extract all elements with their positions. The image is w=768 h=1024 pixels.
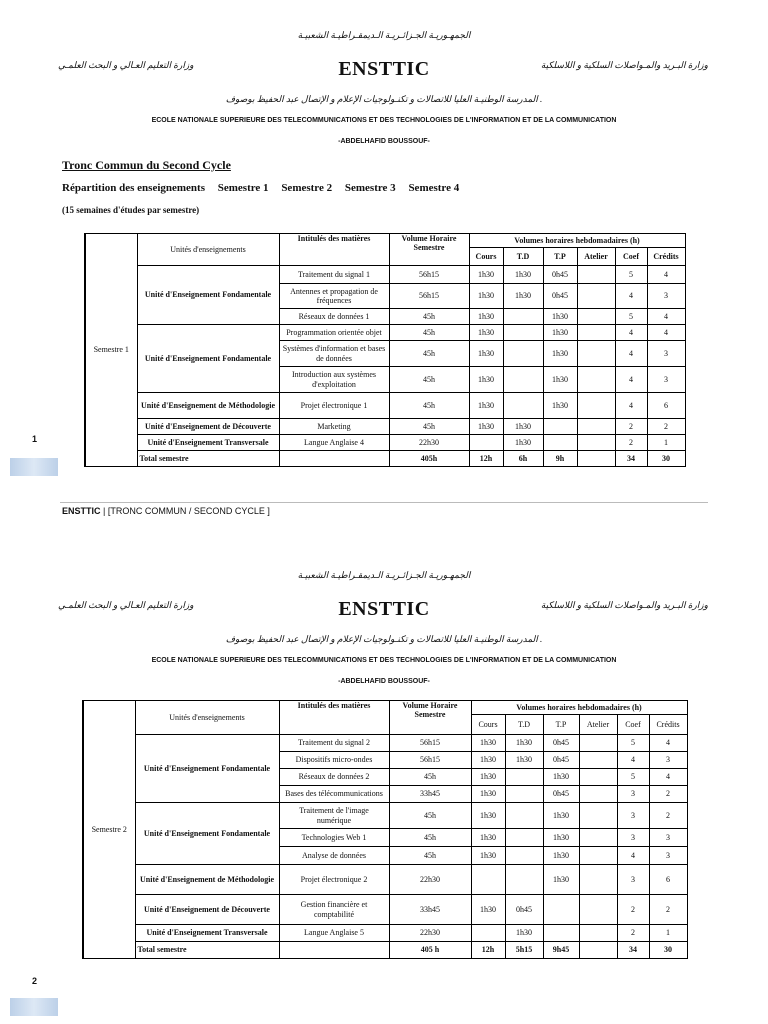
page-decoration: [10, 458, 58, 476]
semester-label: Semestre 2: [83, 701, 135, 959]
footer-text: | [TRONC COMMUN / SECOND CYCLE ]: [100, 506, 270, 516]
cell-credits: 4: [647, 309, 685, 325]
cell-atelier: [579, 847, 617, 865]
cell-td: [505, 829, 543, 847]
cell-coef: 4: [615, 393, 647, 419]
cell-credits: 3: [649, 829, 687, 847]
semester-link-2[interactable]: Semestre 2: [281, 182, 333, 194]
header-unites: Unités d'enseignements: [135, 701, 279, 735]
header-intitules: Intitulés des matières: [279, 701, 389, 735]
page-footer: [62, 506, 270, 516]
repartition-line: [62, 182, 469, 194]
semester-link-4[interactable]: Semestre 4: [408, 182, 460, 194]
cell-coef: 3: [617, 803, 649, 829]
cell-volume: 45h: [389, 341, 469, 367]
cell-coef: 3: [617, 865, 649, 895]
school-logo: ENSTTIC: [338, 58, 430, 80]
cell-matiere: Analyse de données: [279, 847, 389, 865]
cell-matiere: Technologies Web 1: [279, 829, 389, 847]
table-row: [85, 393, 685, 419]
total-td: 5h15: [505, 942, 543, 959]
arabic-ministry-higher-ed: وزارة التعليم العـالي و البحث العلمـي: [58, 600, 194, 610]
arabic-school-name: المدرسة الوطنيـة العليا للاتصالات و تكنـولوجيات الإعلام و الإتصال عبد الحفيظ بوصوف .: [225, 94, 543, 104]
cell-coef: 4: [615, 325, 647, 341]
header-cours: Cours: [471, 715, 505, 735]
semester-2-table: [82, 700, 688, 959]
cell-td: [505, 769, 543, 786]
cell-tp: [543, 419, 577, 435]
cell-credits: 3: [647, 284, 685, 309]
cell-volume: 45h: [389, 847, 471, 865]
cell-cours: 1h30: [471, 786, 505, 803]
table-row: [83, 803, 687, 829]
arabic-ministry-post: وزارة البـريد والمـواصلات السلكية و اللاسلكية: [540, 600, 708, 610]
cell-tp: [543, 895, 579, 925]
header-coef: Coef: [617, 715, 649, 735]
cell-atelier: [577, 419, 615, 435]
total-atelier: [579, 942, 617, 959]
cell-volume: 45h: [389, 803, 471, 829]
cell-cours: 1h30: [469, 393, 503, 419]
cell-tp: 1h30: [543, 829, 579, 847]
header-atelier: Atelier: [579, 715, 617, 735]
cell-matiere: Traitement du signal 1: [279, 266, 389, 284]
total-row: [83, 942, 687, 959]
header-hebdo: Volumes horaires hebdomadaires (h): [469, 234, 685, 248]
cell-cours: 1h30: [469, 325, 503, 341]
cell-td: 1h30: [503, 284, 543, 309]
cell-coef: 4: [617, 847, 649, 865]
cell-matiere: Marketing: [279, 419, 389, 435]
cell-volume: 33h45: [389, 786, 471, 803]
total-cours: 12h: [471, 942, 505, 959]
cell-td: [505, 786, 543, 803]
cell-matiere: Dispositifs micro-ondes: [279, 752, 389, 769]
cell-empty: [279, 451, 389, 467]
cell-credits: 1: [649, 925, 687, 942]
header-atelier: Atelier: [577, 248, 615, 266]
cell-volume: 56h15: [389, 266, 469, 284]
total-row: [85, 451, 685, 467]
cell-atelier: [579, 752, 617, 769]
cell-volume: 56h15: [389, 752, 471, 769]
table-row: [85, 419, 685, 435]
header-td: T.D: [505, 715, 543, 735]
header-cours: Cours: [469, 248, 503, 266]
semester-label: Semestre 1: [85, 234, 137, 467]
cell-credits: 4: [647, 325, 685, 341]
repartition-label: Répartition des enseignements: [62, 182, 205, 194]
total-td: 6h: [503, 451, 543, 467]
cell-credits: 3: [647, 367, 685, 393]
cell-volume: 22h30: [389, 925, 471, 942]
cell-tp: 1h30: [543, 309, 577, 325]
cell-tp: 0h45: [543, 786, 579, 803]
table-row: [85, 435, 685, 451]
cell-tp: 0h45: [543, 266, 577, 284]
cell-matiere: Systèmes d'information et bases de données: [279, 341, 389, 367]
cell-credits: 4: [649, 735, 687, 752]
cell-td: 0h45: [505, 895, 543, 925]
cell-td: 1h30: [503, 419, 543, 435]
cell-coef: 4: [615, 341, 647, 367]
cell-td: [505, 865, 543, 895]
cell-cours: 1h30: [469, 284, 503, 309]
arabic-ministry-higher-ed: وزارة التعليم العـالي و البحث العلمـي: [58, 60, 194, 70]
total-tp: 9h45: [543, 942, 579, 959]
cell-cours: [471, 865, 505, 895]
french-school-name: ECOLE NATIONALE SUPERIEURE DES TELECOMMUNICATIONS ET DES TECHNOLOGIES DE L'INFORMATION ET DE LA COMMUNICATION: [151, 117, 617, 124]
cell-atelier: [577, 393, 615, 419]
ue-label: Unité d'Enseignement de Méthodologie: [137, 393, 279, 419]
cell-credits: 2: [649, 803, 687, 829]
cell-coef: 5: [617, 769, 649, 786]
school-namesake: -ABDELHAFID BOUSSOUF-: [338, 678, 430, 685]
table-row: [85, 325, 685, 341]
cell-td: 1h30: [505, 752, 543, 769]
cell-matiere: Gestion financière et comptabilité: [279, 895, 389, 925]
cell-tp: 0h45: [543, 284, 577, 309]
cell-credits: 2: [647, 419, 685, 435]
cell-coef: 5: [615, 266, 647, 284]
total-credits: 30: [647, 451, 685, 467]
cell-volume: 33h45: [389, 895, 471, 925]
page-separator: [60, 502, 708, 503]
cell-cours: 1h30: [471, 752, 505, 769]
ue-label: Unité d'Enseignement Fondamentale: [135, 803, 279, 865]
semester-link-1[interactable]: Semestre 1: [217, 182, 269, 194]
cell-td: [503, 341, 543, 367]
section-title: Tronc Commun du Second Cycle: [62, 158, 231, 172]
cell-atelier: [579, 735, 617, 752]
cell-td: 1h30: [503, 435, 543, 451]
cell-matiere: Introduction aux systèmes d'exploitation: [279, 367, 389, 393]
cell-cours: [471, 925, 505, 942]
cell-tp: 1h30: [543, 803, 579, 829]
cell-tp: 1h30: [543, 393, 577, 419]
cell-atelier: [577, 284, 615, 309]
cell-cours: 1h30: [469, 266, 503, 284]
ue-label: Unité d'Enseignement de Découverte: [137, 419, 279, 435]
cell-atelier: [577, 435, 615, 451]
table-row: [83, 895, 687, 925]
cell-matiere: Antennes et propagation de fréquences: [279, 284, 389, 309]
header-tp: T.P: [543, 715, 579, 735]
ue-label: Unité d'Enseignement Fondamentale: [137, 325, 279, 393]
arabic-republic: الجمهـوريـة الجـزائـريـة الـديمقـراطيـة الشعبيـة: [297, 570, 471, 580]
cell-coef: 4: [615, 284, 647, 309]
cell-volume: 45h: [389, 419, 469, 435]
cell-matiere: Projet électronique 2: [279, 865, 389, 895]
cell-matiere: Traitement de l'image numérique: [279, 803, 389, 829]
cell-coef: 2: [617, 895, 649, 925]
cell-credits: 6: [647, 393, 685, 419]
cell-td: 1h30: [503, 266, 543, 284]
french-school-name: ECOLE NATIONALE SUPERIEURE DES TELECOMMUNICATIONS ET DES TECHNOLOGIES DE L'INFORMATION ET DE LA COMMUNICATION: [151, 657, 617, 664]
cell-atelier: [577, 367, 615, 393]
cell-td: [503, 393, 543, 419]
cell-credits: 4: [649, 769, 687, 786]
cell-credits: 3: [649, 752, 687, 769]
cell-atelier: [579, 865, 617, 895]
table-row: [85, 266, 685, 284]
header-volume: Volume Horaire Semestre: [389, 234, 469, 266]
header-intitules: Intitulés des matières: [279, 234, 389, 266]
header-volume: Volume Horaire Semestre: [389, 701, 471, 735]
cell-td: 1h30: [505, 925, 543, 942]
arabic-school-name: المدرسة الوطنيـة العليا للاتصالات و تكنـولوجيات الإعلام و الإتصال عبد الحفيظ بوصوف .: [225, 634, 543, 644]
cell-matiere: Projet électronique 1: [279, 393, 389, 419]
cell-matiere: Réseaux de données 2: [279, 769, 389, 786]
header-credits: Crédits: [647, 248, 685, 266]
cell-cours: 1h30: [471, 803, 505, 829]
cell-volume: 45h: [389, 769, 471, 786]
cell-volume: 45h: [389, 829, 471, 847]
cell-td: 1h30: [505, 735, 543, 752]
total-cours: 12h: [469, 451, 503, 467]
cell-atelier: [577, 341, 615, 367]
total-label: Total semestre: [135, 942, 279, 959]
header-tp: T.P: [543, 248, 577, 266]
page-number: 2: [32, 976, 38, 986]
cell-cours: 1h30: [469, 419, 503, 435]
ue-label: Unité d'Enseignement de Découverte: [135, 895, 279, 925]
cell-cours: 1h30: [471, 895, 505, 925]
cell-coef: 2: [617, 925, 649, 942]
cell-matiere: Bases des télécommunications: [279, 786, 389, 803]
cell-credits: 3: [649, 847, 687, 865]
cell-tp: 0h45: [543, 752, 579, 769]
cell-tp: 1h30: [543, 865, 579, 895]
ue-label: Unité d'Enseignement Transversale: [135, 925, 279, 942]
table-row: [83, 865, 687, 895]
ue-label: Unité d'Enseignement Transversale: [137, 435, 279, 451]
cell-td: [503, 309, 543, 325]
cell-td: [503, 367, 543, 393]
total-coef: 34: [617, 942, 649, 959]
cell-credits: 2: [649, 895, 687, 925]
cell-cours: 1h30: [471, 769, 505, 786]
table-row: [83, 735, 687, 752]
cell-volume: 56h15: [389, 735, 471, 752]
header-unites: Unités d'enseignements: [137, 234, 279, 266]
cell-credits: 6: [649, 865, 687, 895]
cell-cours: 1h30: [471, 847, 505, 865]
cell-tp: 1h30: [543, 325, 577, 341]
cell-td: [505, 847, 543, 865]
cell-coef: 3: [617, 786, 649, 803]
table-row: [83, 925, 687, 942]
cell-credits: 1: [647, 435, 685, 451]
cell-tp: 1h30: [543, 367, 577, 393]
weeks-note: (15 semaines d'études par semestre): [62, 205, 200, 215]
total-coef: 34: [615, 451, 647, 467]
cell-tp: 1h30: [543, 847, 579, 865]
cell-atelier: [577, 325, 615, 341]
cell-cours: 1h30: [469, 367, 503, 393]
cell-volume: 45h: [389, 309, 469, 325]
cell-atelier: [579, 829, 617, 847]
semester-link-3[interactable]: Semestre 3: [344, 182, 396, 194]
total-credits: 30: [649, 942, 687, 959]
cell-credits: 2: [649, 786, 687, 803]
cell-coef: 2: [615, 435, 647, 451]
cell-matiere: Réseaux de données 1: [279, 309, 389, 325]
cell-empty: [279, 942, 389, 959]
cell-cours: 1h30: [469, 309, 503, 325]
total-volume: 405 h: [389, 942, 471, 959]
cell-coef: 4: [617, 752, 649, 769]
cell-volume: 56h15: [389, 284, 469, 309]
footer-brand: ENSTTIC: [62, 506, 101, 516]
cell-volume: 45h: [389, 325, 469, 341]
cell-atelier: [577, 266, 615, 284]
header-coef: Coef: [615, 248, 647, 266]
cell-coef: 3: [617, 829, 649, 847]
cell-credits: 3: [647, 341, 685, 367]
cell-atelier: [577, 309, 615, 325]
cell-coef: 5: [617, 735, 649, 752]
total-tp: 9h: [543, 451, 577, 467]
cell-cours: [469, 435, 503, 451]
school-logo: ENSTTIC: [338, 598, 430, 620]
header-hebdo: Volumes horaires hebdomadaires (h): [471, 701, 687, 715]
cell-volume: 22h30: [389, 865, 471, 895]
cell-tp: [543, 925, 579, 942]
cell-volume: 45h: [389, 393, 469, 419]
ue-label: Unité d'Enseignement Fondamentale: [137, 266, 279, 325]
page-decoration: [10, 998, 58, 1016]
ue-label: Unité d'Enseignement de Méthodologie: [135, 865, 279, 895]
arabic-ministry-post: وزارة البـريد والمـواصلات السلكية و اللاسلكية: [540, 60, 708, 70]
total-label: Total semestre: [137, 451, 279, 467]
ue-label: Unité d'Enseignement Fondamentale: [135, 735, 279, 803]
cell-cours: 1h30: [471, 829, 505, 847]
cell-volume: 45h: [389, 367, 469, 393]
cell-atelier: [579, 769, 617, 786]
cell-tp: 1h30: [543, 769, 579, 786]
cell-volume: 22h30: [389, 435, 469, 451]
cell-matiere: Traitement du signal 2: [279, 735, 389, 752]
cell-matiere: Langue Anglaise 5: [279, 925, 389, 942]
cell-atelier: [579, 786, 617, 803]
cell-atelier: [579, 803, 617, 829]
cell-tp: 1h30: [543, 341, 577, 367]
semester-1-table: [84, 233, 686, 467]
header-credits: Crédits: [649, 715, 687, 735]
arabic-republic: الجمهـوريـة الجـزائـريـة الـديمقـراطيـة الشعبيـة: [297, 30, 471, 40]
cell-tp: 0h45: [543, 735, 579, 752]
header-td: T.D: [503, 248, 543, 266]
cell-coef: 2: [615, 419, 647, 435]
cell-cours: 1h30: [469, 341, 503, 367]
total-atelier: [577, 451, 615, 467]
cell-tp: [543, 435, 577, 451]
school-namesake: -ABDELHAFID BOUSSOUF-: [338, 138, 430, 145]
cell-matiere: Langue Anglaise 4: [279, 435, 389, 451]
cell-cours: 1h30: [471, 735, 505, 752]
page-1: [0, 0, 768, 500]
cell-matiere: Programmation orientée objet: [279, 325, 389, 341]
cell-coef: 4: [615, 367, 647, 393]
page-number: 1: [32, 434, 38, 444]
cell-td: [503, 325, 543, 341]
cell-credits: 4: [647, 266, 685, 284]
total-volume: 405h: [389, 451, 469, 467]
cell-atelier: [579, 925, 617, 942]
cell-td: [505, 803, 543, 829]
cell-atelier: [579, 895, 617, 925]
cell-coef: 5: [615, 309, 647, 325]
